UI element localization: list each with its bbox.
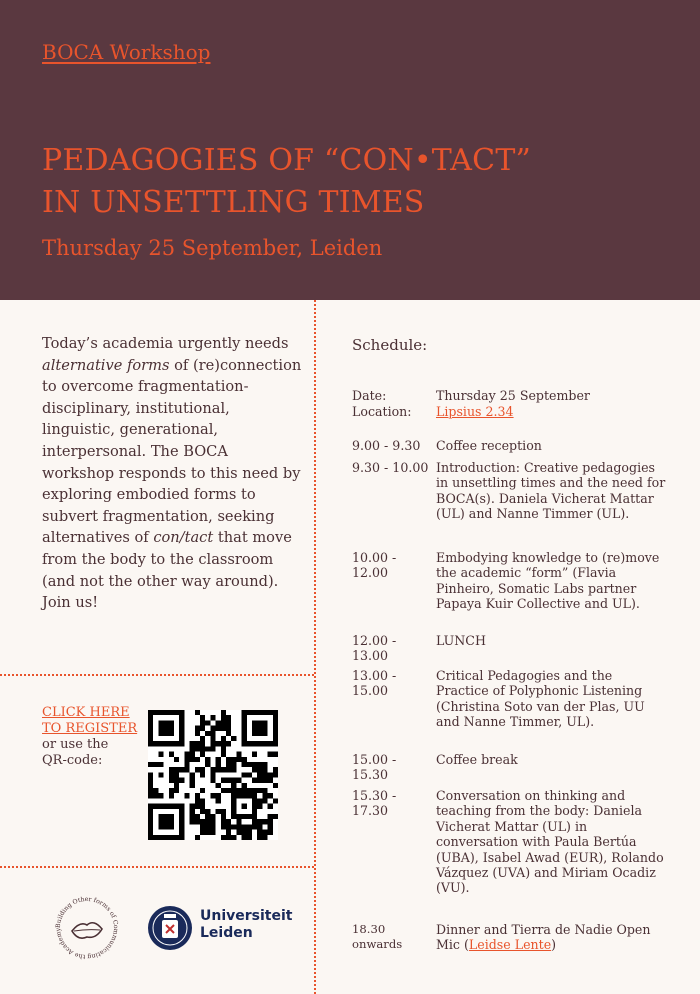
intro-part-3: that move from the body to the classroom (and not the other way around). Join us! [42,529,292,612]
leiden-seal-icon [146,898,194,958]
schedule-desc: Coffee reception [436,438,542,453]
location-link[interactable]: Lipsius 2.34 [436,404,514,419]
schedule-time: 15.30 - 17.30 [352,788,397,819]
leidse-lente-link[interactable]: Leidse Lente [468,937,552,953]
schedule-time: 9.00 - 9.30 [352,438,421,453]
schedule-desc: Embodying knowledge to (re)move the academic “form” (Flavia Pinheiro, Somatic Labs partner Papaya Kuir Collective and UL). [436,550,660,612]
location-label: Location: [352,404,412,419]
schedule-desc-after: ) [551,937,557,953]
title-line-2: IN UNSETTLING TIMES [42,185,425,220]
schedule-time: 9.30 - 10.00 [352,460,429,475]
svg-text:Building Other forms of Commun [55,896,119,960]
schedule-desc: Critical Pedagogies and the Practice of Polyphonic Listening (Christina Soto van der Plas, UU and Nanne Timmer, UL). [436,668,645,730]
workshop-label[interactable]: BOCA Workshop [42,40,211,64]
register-rest-line-2: QR-code: [42,753,103,768]
schedule-desc: Coffee break [436,752,518,767]
register-link[interactable] [42,705,137,737]
event-date: Thursday 25 September, Leiden [42,236,383,260]
intro-part-1: Today’s academia urgently needs [42,335,289,352]
schedule-title: Schedule: [352,336,428,354]
date-value: Thursday 25 September [436,388,590,403]
schedule-desc [436,922,666,953]
divider-upper [0,674,314,676]
schedule-time: 18.30 onwards [352,922,403,952]
intro-emphasis-2: con/tact [153,529,214,547]
schedule-desc-text: Dinner and Tierra de Nadie Open Mic ( [436,922,651,953]
register-rest-line-1: or use the [42,737,109,752]
title-line-1: PEDAGOGIES OF “CON•TACT” [42,143,532,178]
header-banner [0,0,700,300]
schedule-time: 12.00 - 13.00 [352,633,397,664]
register-block [42,705,137,769]
university-line-1: Universiteit [200,908,293,924]
qr-code-icon[interactable] [148,710,278,840]
date-label: Date: [352,388,387,403]
boca-logo-icon [52,893,122,963]
event-title [42,140,531,224]
boca-ring-text: Building Other forms of Communicating the Academy [54,895,120,961]
schedule-time: 15.00 - 15.30 [352,752,397,783]
university-name [200,908,292,942]
schedule-time: 10.00 - 12.00 [352,550,397,581]
schedule-desc: Introduction: Creative pedagogies in unsettling times and the need for BOCA(s). Daniela Vicherat Mattar (UL) and Nanne Timmer (UL). [436,460,666,522]
university-line-2: Leiden [200,925,253,941]
register-link-line-1[interactable]: CLICK HERE [42,705,130,720]
schedule-desc: Conversation on thinking and teaching from the body: Daniela Vicherat Mattar (UL) in conversation with Paula Bertúa (UBA), Isabel Awad (EUR), Rolando Vázquez (UVA) and Miriam Ocadiz (VU). [436,788,664,896]
intro-text [42,333,304,614]
schedule-time: 13.00 - 15.00 [352,668,397,699]
intro-emphasis-1: alternative forms [42,356,170,374]
vertical-divider [314,300,316,994]
intro-part-2: of (re)connection to overcome fragmentation- disciplinary, institutional, linguistic, generational, interpersonal. The BOCA workshop responds to this need by exploring embodied forms to subvert fragmentation, seeking alternatives of [42,356,302,547]
divider-lower [0,866,314,868]
schedule-desc: LUNCH [436,633,486,648]
register-link-line-2[interactable]: TO REGISTER [42,721,138,736]
